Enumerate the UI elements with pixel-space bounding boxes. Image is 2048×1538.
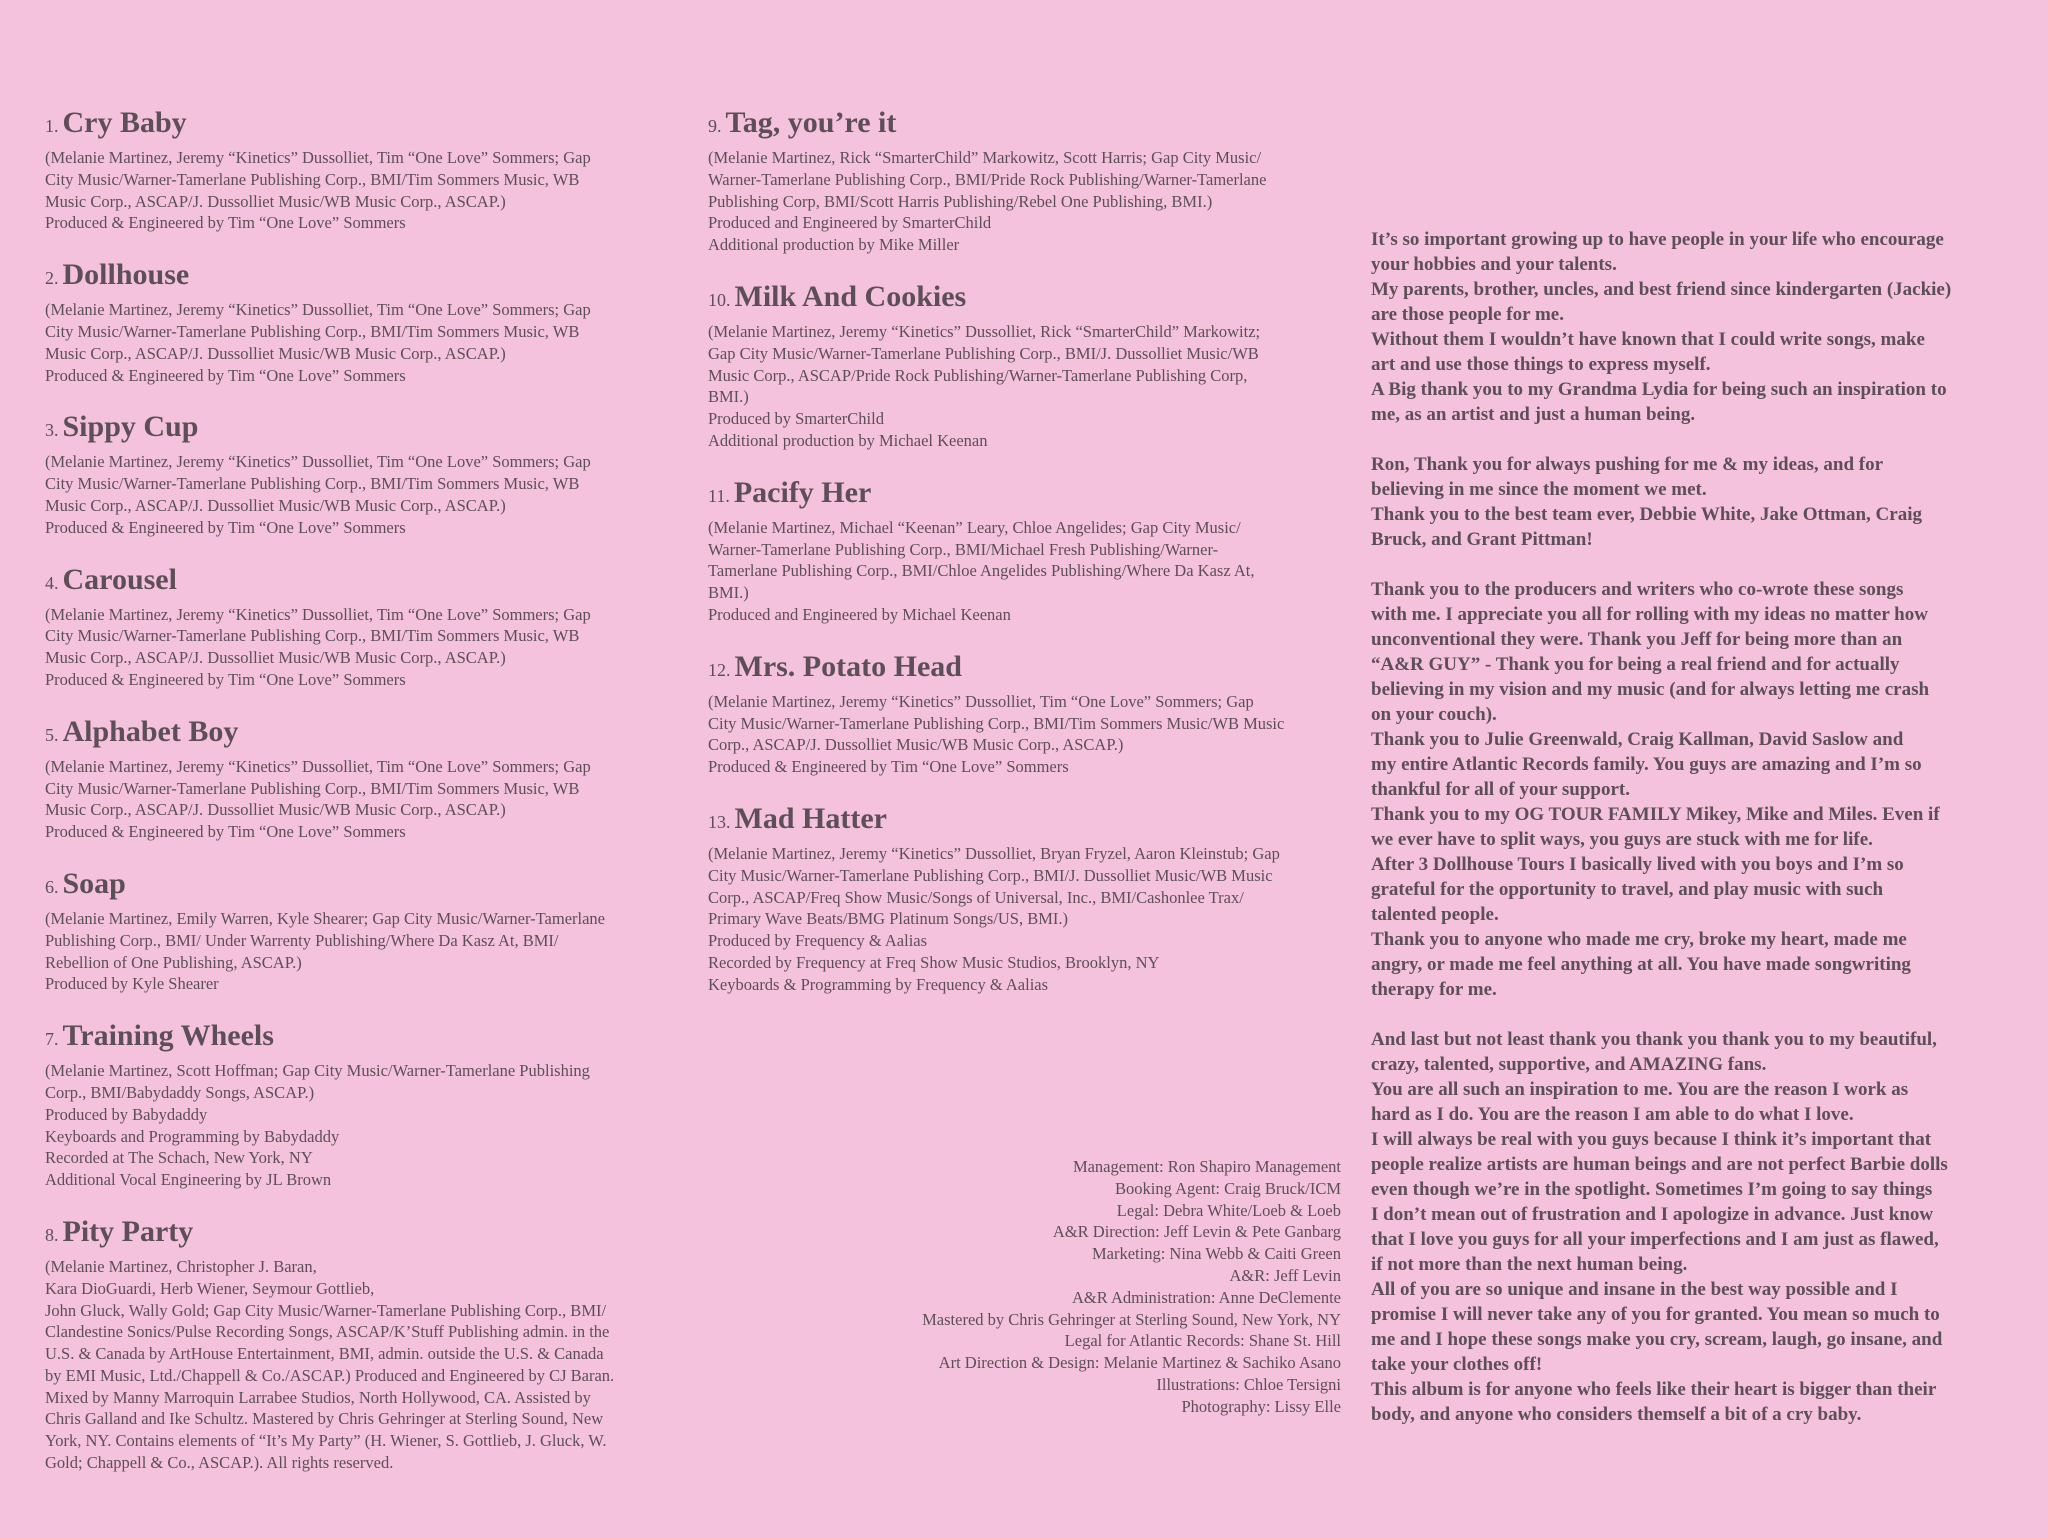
track-credit-line: City Music/Warner-Tamerlane Publishing Corp., BMI/J. Dussolliet Music/WB Music <box>708 865 1273 885</box>
track-credits-column-middle <box>708 106 1348 1020</box>
thanks-line: It’s so important growing up to have people in your life who encourage <box>1371 229 1944 250</box>
track-credit-line: Music Corp., ASCAP/J. Dussolliet Music/WB Music Corp., ASCAP.) <box>45 343 506 363</box>
track-title: Pity Party <box>62 1214 194 1248</box>
credit-line: Art Direction & Design: Melanie Martinez & Sachiko Asano <box>938 1353 1341 1373</box>
track-credit-line: Music Corp., ASCAP/J. Dussolliet Music/WB Music Corp., ASCAP.) <box>45 648 506 668</box>
track-credit-line: Produced & Engineered by Tim “One Love” Sommers <box>45 517 406 537</box>
track-credit-line: Produced by SmarterChild <box>708 409 884 429</box>
track-credit-line: John Gluck, Wally Gold; Gap City Music/Warner-Tamerlane Publishing Corp., BMI/ <box>45 1300 607 1320</box>
thanks-line: believing in my vision and my music (and for always letting me crash <box>1371 679 1930 700</box>
track-credit-line: Recorded by Frequency at Freq Show Music Studios, Brooklyn, NY <box>708 952 1160 972</box>
track-heading <box>45 1215 685 1254</box>
credit-line: Marketing: Nina Webb & Caiti Green <box>1091 1244 1341 1264</box>
track-title: Alphabet Boy <box>62 714 239 748</box>
track-title: Soap <box>62 866 126 900</box>
track-credit-line: Produced by Kyle Shearer <box>45 974 219 994</box>
track-block <box>45 106 685 234</box>
thanks-line: are those people for me. <box>1371 304 1564 325</box>
track-title: Milk And Cookies <box>734 279 967 313</box>
track-credit-line: U.S. & Canada by ArtHouse Entertainment, BMI, admin. outside the U.S. & Canada <box>45 1344 604 1364</box>
track-credit-line: City Music/Warner-Tamerlane Publishing Corp., BMI/Tim Sommers Music, WB <box>45 626 580 646</box>
production-credits <box>681 1156 1341 1418</box>
track-number: 13. <box>708 811 731 832</box>
thanks-line: You are all such an inspiration to me. You are the reason I work as <box>1371 1079 1909 1100</box>
track-block <box>45 715 685 843</box>
track-heading <box>708 106 1348 145</box>
track-heading <box>708 650 1348 689</box>
thanks-line: people realize artists are human beings and are not perfect Barbie dolls <box>1371 1154 1948 1175</box>
track-credit-line: (Melanie Martinez, Jeremy “Kinetics” Dussolliet, Tim “One Love” Sommers; Gap <box>45 300 591 320</box>
track-number: 5. <box>45 724 59 745</box>
thanks-line: Thank you to anyone who made me cry, broke my heart, made me <box>1371 929 1907 950</box>
track-credit-line: Gap City Music/Warner-Tamerlane Publishing Corp., BMI/J. Dussolliet Music/WB <box>708 343 1259 363</box>
thanks-line: “A&R GUY” - Thank you for being a real friend and for actually <box>1371 654 1900 675</box>
track-number: 9. <box>708 116 722 136</box>
thanks-line: unconventional they were. Thank you Jeff for being more than an <box>1371 629 1903 650</box>
credit-line: Legal: Debra White/Loeb & Loeb <box>1116 1200 1341 1220</box>
thanks-line: your hobbies and your talents. <box>1371 254 1617 275</box>
credit-line: Photography: Lissy Elle <box>1181 1396 1341 1416</box>
track-number: 11. <box>708 485 730 506</box>
credit-line: Illustrations: Chloe Tersigni <box>1156 1374 1341 1394</box>
track-number: 2. <box>45 268 59 289</box>
track-credit-line: Additional production by Michael Keenan <box>708 430 988 450</box>
thank-you-notes <box>1371 227 2011 1452</box>
track-credit-line: Keyboards and Programming by Babydaddy <box>45 1126 340 1146</box>
track-block <box>45 1019 685 1191</box>
thanks-line: thankful for all of your support. <box>1371 779 1631 800</box>
track-credit-line: Produced & Engineered by Tim “One Love” Sommers <box>45 822 406 842</box>
track-credit-line: Music Corp., ASCAP/Pride Rock Publishing/Warner-Tamerlane Publishing Corp, <box>708 365 1248 385</box>
track-heading <box>45 410 685 449</box>
track-title: Sippy Cup <box>62 410 199 444</box>
thanks-line: Without them I wouldn’t have known that I could write songs, make <box>1371 329 1925 350</box>
track-heading <box>45 1019 685 1058</box>
thanks-line: grateful for the opportunity to travel, and play music with such <box>1371 879 1884 900</box>
track-title: Mrs. Potato Head <box>734 649 962 683</box>
track-credit-line: City Music/Warner-Tamerlane Publishing Corp., BMI/Tim Sommers Music, WB <box>45 778 580 798</box>
track-credit-line: City Music/Warner-Tamerlane Publishing Corp., BMI/Tim Sommers Music, WB <box>45 169 580 189</box>
thanks-line: Bruck, and Grant Pittman! <box>1371 529 1593 550</box>
thanks-paragraph <box>1371 227 2011 427</box>
track-number: 12. <box>708 659 731 680</box>
track-title: Pacify Her <box>733 475 872 509</box>
track-block <box>708 476 1348 626</box>
track-credit-line: York, NY. Contains elements of “It’s My Party” (H. Wiener, S. Gottlieb, J. Gluck, W. <box>45 1431 607 1451</box>
track-credit-line: by EMI Music, Ltd./Chappell & Co./ASCAP.) Produced and Engineered by CJ Baran. <box>45 1365 615 1385</box>
track-credit-line: Keyboards & Programming by Frequency & Aalias <box>708 974 1049 994</box>
thanks-line: I will always be real with you guys because I think it’s important that <box>1371 1129 1932 1150</box>
thanks-line: All of you are so unique and insane in the best way possible and I <box>1371 1279 1898 1300</box>
thanks-line: Thank you to the producers and writers who co-wrote these songs <box>1371 579 1904 600</box>
thanks-line: Thank you to my OG TOUR FAMILY Mikey, Mike and Miles. Even if <box>1371 804 1940 825</box>
thanks-line: crazy, talented, supportive, and AMAZING fans. <box>1371 1054 1767 1075</box>
thanks-paragraph <box>1371 577 2011 1002</box>
thanks-line: take your clothes off! <box>1371 1354 1543 1375</box>
thanks-line: if not more than the next human being. <box>1371 1254 1688 1275</box>
track-credit-line: Produced by Babydaddy <box>45 1104 208 1124</box>
credit-line: Mastered by Chris Gehringer at Sterling Sound, New York, NY <box>922 1309 1341 1329</box>
credit-line: Management: Ron Shapiro Management <box>1072 1157 1341 1176</box>
track-credit-line: Music Corp., ASCAP/J. Dussolliet Music/WB Music Corp., ASCAP.) <box>45 191 506 211</box>
track-block <box>708 106 1348 256</box>
track-credit-line: Produced & Engineered by Tim “One Love” Sommers <box>45 669 406 689</box>
thanks-paragraph <box>1371 452 2011 552</box>
track-credit-line: Warner-Tamerlane Publishing Corp., BMI/Pride Rock Publishing/Warner-Tamerlane <box>708 169 1267 189</box>
credit-line: Legal for Atlantic Records: Shane St. Hill <box>1064 1331 1341 1351</box>
track-number: 7. <box>45 1029 59 1050</box>
track-block <box>45 258 685 386</box>
track-credit-line: Produced & Engineered by Tim “One Love” Sommers <box>45 213 406 233</box>
thanks-line: hard as I do. You are the reason I am able to do what I love. <box>1371 1104 1854 1125</box>
track-heading <box>45 563 685 602</box>
thanks-line: believing in me since the moment we met. <box>1371 479 1707 500</box>
thanks-line: After 3 Dollhouse Tours I basically lived with you boys and I’m so <box>1371 854 1904 875</box>
thanks-line: Ron, Thank you for always pushing for me & my ideas, and for <box>1371 454 1884 475</box>
thanks-line: my entire Atlantic Records family. You guys are amazing and I’m so <box>1371 754 1922 775</box>
thanks-line: body, and anyone who considers themself a bit of a cry baby. <box>1371 1404 1862 1425</box>
track-credit-line: BMI.) <box>708 387 749 407</box>
track-credit-line: City Music/Warner-Tamerlane Publishing Corp., BMI/Tim Sommers Music/WB Music <box>708 713 1285 733</box>
thanks-line: art and use those things to express myself. <box>1371 354 1711 375</box>
track-number: 3. <box>45 420 59 441</box>
track-heading <box>708 280 1348 319</box>
track-heading <box>45 106 685 145</box>
track-credit-line: Corp., ASCAP/Freq Show Music/Songs of Universal, Inc., BMI/Cashonlee Trax/ <box>708 887 1244 907</box>
track-credit-line: (Melanie Martinez, Jeremy “Kinetics” Dussolliet, Tim “One Love” Sommers; Gap <box>45 148 591 167</box>
track-credit-line: Corp., BMI/Babydaddy Songs, ASCAP.) <box>45 1082 315 1102</box>
track-credit-line: Chris Galland and Ike Schultz. Mastered by Chris Gehringer at Sterling Sound, New <box>45 1409 604 1429</box>
thanks-line: me and I hope these songs make you cry, scream, laugh, go insane, and <box>1371 1329 1943 1350</box>
thanks-line: angry, or made me feel anything at all. You have made songwriting <box>1371 954 1911 975</box>
track-heading <box>45 867 685 906</box>
track-credits-column-left <box>45 106 685 1498</box>
track-credit-line: (Melanie Martinez, Jeremy “Kinetics” Dussolliet, Rick “SmarterChild” Markowitz; <box>708 321 1261 341</box>
thanks-line: with me. I appreciate you all for rolling with my ideas no matter how <box>1371 604 1928 625</box>
track-credit-line: BMI.) <box>708 583 749 603</box>
track-credit-line: (Melanie Martinez, Rick “SmarterChild” Markowitz, Scott Harris; Gap City Music/ <box>708 148 1262 167</box>
track-block <box>45 867 685 995</box>
thanks-line: we ever have to split ways, you guys are stuck with me for life. <box>1371 829 1873 850</box>
track-credit-line: Produced & Engineered by Tim “One Love” Sommers <box>708 757 1069 777</box>
track-credit-line: Publishing Corp, BMI/Scott Harris Publishing/Rebel One Publishing, BMI.) <box>708 191 1213 211</box>
credit-line: Booking Agent: Craig Bruck/ICM <box>1115 1178 1341 1198</box>
thanks-line: on your couch). <box>1371 704 1497 725</box>
track-credit-line: Music Corp., ASCAP/J. Dussolliet Music/WB Music Corp., ASCAP.) <box>45 495 506 515</box>
credit-line: A&R Direction: Jeff Levin & Pete Ganbarg <box>1052 1222 1341 1242</box>
track-credit-line: (Melanie Martinez, Jeremy “Kinetics” Dussolliet, Tim “One Love” Sommers; Gap <box>45 452 591 472</box>
track-block <box>708 280 1348 452</box>
track-heading <box>708 476 1348 515</box>
track-credit-line: (Melanie Martinez, Jeremy “Kinetics” Dussolliet, Tim “One Love” Sommers; Gap <box>45 756 591 776</box>
track-credit-line: (Melanie Martinez, Jeremy “Kinetics” Dussolliet, Tim “One Love” Sommers; Gap <box>708 691 1254 711</box>
track-title: Cry Baby <box>62 106 187 139</box>
track-block <box>708 650 1348 778</box>
track-number: 8. <box>45 1224 59 1245</box>
thanks-line: My parents, brother, uncles, and best friend since kindergarten (Jackie) <box>1371 279 1952 300</box>
track-credit-line: Recorded at The Schach, New York, NY <box>45 1148 313 1168</box>
thanks-line: promise I will never take any of you for granted. You mean so much to <box>1371 1304 1940 1325</box>
track-block <box>45 410 685 538</box>
track-block <box>45 563 685 691</box>
track-number: 10. <box>708 289 731 310</box>
track-credit-line: Produced & Engineered by Tim “One Love” Sommers <box>45 365 406 385</box>
track-credit-line: City Music/Warner-Tamerlane Publishing Corp., BMI/Tim Sommers Music, WB <box>45 474 580 494</box>
thanks-line: This album is for anyone who feels like their heart is bigger than their <box>1371 1379 1937 1400</box>
thanks-line: And last but not least thank you thank you thank you to my beautiful, <box>1371 1029 1937 1050</box>
track-credit-line: (Melanie Martinez, Michael “Keenan” Leary, Chloe Angelides; Gap City Music/ <box>708 517 1241 537</box>
track-credit-line: Publishing Corp., BMI/ Under Warrenty Publishing/Where Da Kasz At, BMI/ <box>45 930 559 950</box>
track-credit-line: Clandestine Sonics/Pulse Recording Songs, ASCAP/K’Stuff Publishing admin. in the <box>45 1322 610 1342</box>
track-number: 6. <box>45 876 59 897</box>
thanks-line: A Big thank you to my Grandma Lydia for being such an inspiration to <box>1371 379 1947 400</box>
track-credit-line: (Melanie Martinez, Emily Warren, Kyle Shearer; Gap City Music/Warner-Tamerlane <box>45 908 606 928</box>
thanks-paragraph <box>1371 1027 2011 1427</box>
track-heading <box>45 258 685 297</box>
track-number: 1. <box>45 116 59 136</box>
track-credit-line: Produced and Engineered by SmarterChild <box>708 213 992 233</box>
track-credit-line: Tamerlane Publishing Corp., BMI/Chloe Angelides Publishing/Where Da Kasz At, <box>708 561 1255 581</box>
thanks-line: Thank you to Julie Greenwald, Craig Kallman, David Saslow and <box>1371 729 1904 750</box>
track-block <box>708 802 1348 996</box>
track-credit-line: Mixed by Manny Marroquin Larrabee Studios, North Hollywood, CA. Assisted by <box>45 1387 591 1407</box>
track-title: Dollhouse <box>62 258 190 292</box>
track-credit-line: Kara DioGuardi, Herb Wiener, Seymour Gottlieb, <box>45 1278 375 1298</box>
track-title: Mad Hatter <box>734 801 887 835</box>
track-credit-line: Music Corp., ASCAP/J. Dussolliet Music/WB Music Corp., ASCAP.) <box>45 800 506 820</box>
thanks-line: therapy for me. <box>1371 979 1497 1000</box>
thanks-line: even though we’re in the spotlight. Sometimes I’m going to say things <box>1371 1179 1933 1200</box>
thanks-line: Thank you to the best team ever, Debbie White, Jake Ottman, Craig <box>1371 504 1922 525</box>
track-title: Tag, you’re it <box>725 106 897 139</box>
track-credit-line: (Melanie Martinez, Scott Hoffman; Gap City Music/Warner-Tamerlane Publishing <box>45 1061 590 1081</box>
credit-line: A&R Administration: Anne DeClemente <box>1071 1287 1341 1307</box>
thanks-line: me, as an artist and just a human being. <box>1371 404 1696 425</box>
track-credit-line: Gold; Chappell & Co., ASCAP.). All rights reserved. <box>45 1453 394 1473</box>
track-credit-line: Rebellion of One Publishing, ASCAP.) <box>45 952 302 972</box>
track-credit-line: Warner-Tamerlane Publishing Corp., BMI/Michael Fresh Publishing/Warner- <box>708 539 1219 559</box>
track-credit-line: Primary Wave Beats/BMG Platinum Songs/US, BMI.) <box>708 909 1068 929</box>
thanks-line: I don’t mean out of frustration and I apologize in advance. Just know <box>1371 1204 1934 1225</box>
track-credit-line: (Melanie Martinez, Jeremy “Kinetics” Dussolliet, Tim “One Love” Sommers; Gap <box>45 604 591 624</box>
track-number: 4. <box>45 572 59 593</box>
thanks-line: talented people. <box>1371 904 1499 925</box>
track-credit-line: Corp., ASCAP/J. Dussolliet Music/WB Music Corp., ASCAP.) <box>708 735 1124 755</box>
track-title: Carousel <box>62 562 177 596</box>
track-title: Training Wheels <box>62 1019 274 1053</box>
track-credit-line: Produced and Engineered by Michael Keenan <box>708 604 1011 624</box>
thanks-line: that I love you guys for all your imperfections and I am just as flawed, <box>1371 1229 1939 1250</box>
track-credit-line: (Melanie Martinez, Christopher J. Baran, <box>45 1256 317 1276</box>
track-heading <box>45 715 685 754</box>
track-heading <box>708 802 1348 841</box>
track-credit-line: Additional Vocal Engineering by JL Brown <box>45 1170 332 1190</box>
track-credit-line: City Music/Warner-Tamerlane Publishing Corp., BMI/Tim Sommers Music, WB <box>45 321 580 341</box>
track-block <box>45 1215 685 1474</box>
track-credit-line: Produced by Frequency & Aalias <box>708 931 928 951</box>
track-credit-line: Additional production by Mike Miller <box>708 235 960 255</box>
credit-line: A&R: Jeff Levin <box>1229 1265 1341 1285</box>
track-credit-line: (Melanie Martinez, Jeremy “Kinetics” Dussolliet, Bryan Fryzel, Aaron Kleinstub; Gap <box>708 843 1280 863</box>
